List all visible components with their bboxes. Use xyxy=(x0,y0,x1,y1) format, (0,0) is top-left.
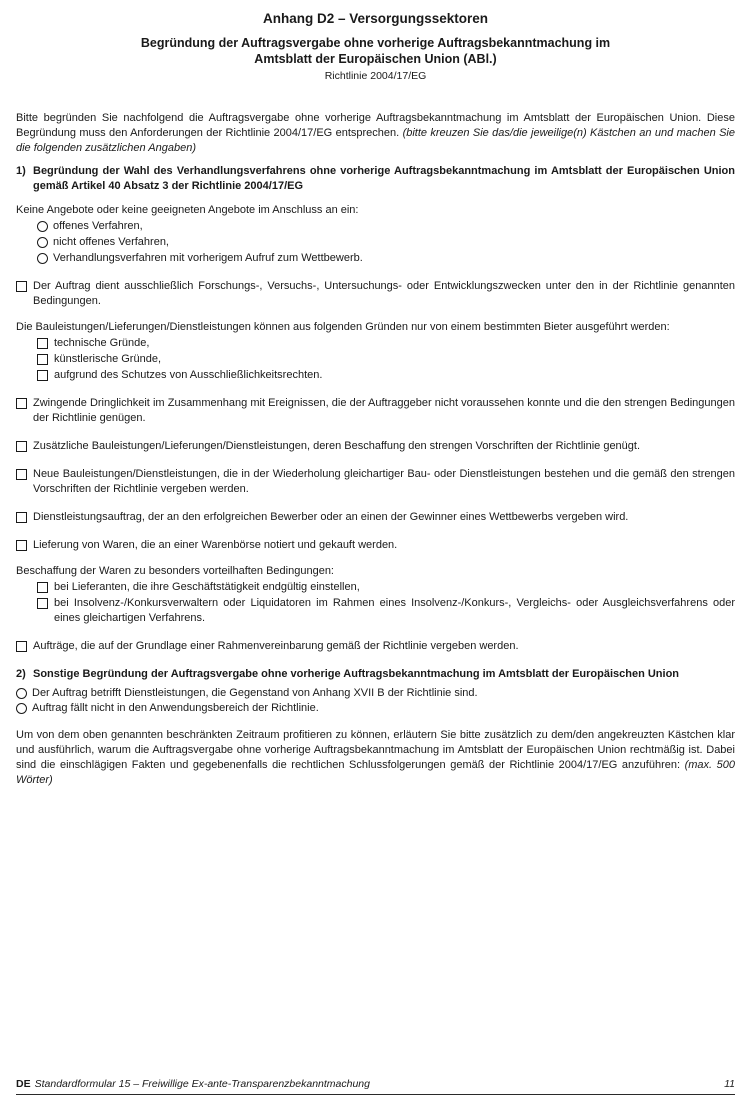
radio-option-open-procedure xyxy=(37,219,735,234)
section-2-heading xyxy=(16,667,735,682)
no-offers-label: Keine Angebote oder keine geeigneten Angebote im Anschluss an ein: xyxy=(16,204,359,216)
radio-option-label: nicht offenes Verfahren, xyxy=(53,236,169,248)
directive-reference: Richtlinie 2004/17/EG xyxy=(324,70,427,82)
checkbox-unchecked-icon[interactable] xyxy=(37,338,48,349)
checkbox-option-label: Lieferung von Waren, die an einer Warenbörse notiert und gekauft werden. xyxy=(33,539,398,551)
checkbox-unchecked-icon[interactable] xyxy=(16,281,27,292)
section-2 xyxy=(16,667,735,716)
checkbox-option-repetition-works xyxy=(16,467,735,497)
closing-text: Um von dem oben genannten beschränkten Zeitraum profitieren zu können, erläutern Sie bitte zusätzlich zu dem/den angekreuzten Kästchen klar und ausführlich, warum die Auftragsvergabe ohne vorherige Auftragsbekanntmachung im Amtsblatt der Europäischen Union rechtmäßig ist. Dabei sind die einschlägigen Fakten und gegebenenfalls die rechtlichen Schlussfolgerungen gemäß der Richtlinie 2004/17/EG anzuführen: xyxy=(16,729,735,771)
no-offers-options xyxy=(37,219,735,266)
checkbox-option-additional-works xyxy=(16,439,735,454)
checkbox-option-supplier-winding-up xyxy=(37,580,735,595)
checkbox-option-label: künstlerische Gründe, xyxy=(54,353,161,365)
checkbox-option-label: Dienstleistungsauftrag, der an den erfolgreichen Bewerber oder an einen der Gewinner eines Wettbewerbs vergeben wird. xyxy=(33,511,629,523)
intro-instruction-note: (bitte kreuzen Sie das/die jeweilige(n) Kästchen an und machen Sie die folgenden zusätzlichen Angaben) xyxy=(16,127,735,154)
checkbox-option-label: bei Insolvenz-/Konkursverwaltern oder Liquidatoren im Rahmen eines Insolvenz-/Konkurs-, Vergleichs- oder Ausgleichsverfahrens oder eines gleichartigen Verfahrens. xyxy=(54,597,735,624)
checkbox-unchecked-icon[interactable] xyxy=(16,469,27,480)
form-name: Standardformular 15 – Freiwillige Ex-ante-Transparenzbekanntmachung xyxy=(34,1078,370,1090)
checkbox-option-contest-winner xyxy=(16,510,735,525)
closing-paragraph xyxy=(16,728,735,788)
radio-option-label: Auftrag fällt nicht in den Anwendungsbereich der Richtlinie. xyxy=(32,702,319,714)
checkbox-option-label: Zwingende Dringlichkeit im Zusammenhang mit Ereignissen, die der Auftraggeber nicht voraussehen konnte und die den strengen Bedingungen der Richtlinie genügen. xyxy=(33,397,735,424)
subtitle-line-2: Amtsblatt der Europäischen Union (ABl.) xyxy=(254,52,497,66)
intro-paragraph xyxy=(16,111,735,156)
page-title: Anhang D2 – Versorgungssektoren xyxy=(262,11,489,26)
radio-option-outside-directive-scope xyxy=(16,701,735,716)
checkbox-option-label: bei Lieferanten, die ihre Geschäftstätigkeit endgültig einstellen, xyxy=(54,581,360,593)
radio-unchecked-icon[interactable] xyxy=(37,253,48,264)
checkbox-option-extreme-urgency xyxy=(16,396,735,426)
radio-unchecked-icon[interactable] xyxy=(37,237,48,248)
radio-unchecked-icon[interactable] xyxy=(16,703,27,714)
radio-unchecked-icon[interactable] xyxy=(37,221,48,232)
checkbox-option-exclusive-rights xyxy=(37,368,735,383)
checkbox-option-label: Aufträge, die auf der Grundlage einer Rahmenvereinbarung gemäß der Richtlinie vergeben werden. xyxy=(33,640,519,652)
checkbox-option-insolvency-liquidator xyxy=(37,596,735,626)
checkbox-unchecked-icon[interactable] xyxy=(16,512,27,523)
checkbox-unchecked-icon[interactable] xyxy=(16,398,27,409)
bargain-purchase-options xyxy=(37,580,735,626)
checkbox-option-label: Zusätzliche Bauleistungen/Lieferungen/Dienstleistungen, deren Beschaffung den strengen Vorschriften der Richtlinie genügt. xyxy=(33,440,641,452)
checkbox-option-label: technische Gründe, xyxy=(54,337,150,349)
page-subtitle xyxy=(16,35,735,67)
document-header xyxy=(16,10,735,83)
checkbox-unchecked-icon[interactable] xyxy=(16,540,27,551)
checkbox-option-artistic-reasons xyxy=(37,352,735,367)
page-number: 11 xyxy=(724,1078,735,1090)
section-2-number: 2) xyxy=(16,668,26,680)
checkbox-unchecked-icon[interactable] xyxy=(37,354,48,365)
subtitle-line-1: Begründung der Auftragsvergabe ohne vorherige Auftragsbekanntmachung im xyxy=(140,36,611,50)
checkbox-unchecked-icon[interactable] xyxy=(16,641,27,652)
radio-option-label: Verhandlungsverfahren mit vorherigem Aufruf zum Wettbewerb. xyxy=(53,252,363,264)
single-bidder-group xyxy=(16,320,735,383)
radio-option-annex-xviib-services xyxy=(16,686,735,701)
checkbox-unchecked-icon[interactable] xyxy=(37,370,48,381)
word-limit-note: (max. 500 Wörter) xyxy=(16,759,736,786)
section-1-number: 1) xyxy=(16,165,26,177)
section-1-heading-text: Begründung der Wahl des Verhandlungsverfahrens ohne vorherige Auftragsbekanntmachung im Amtsblatt der Europäischen Union gemäß Artikel 40 Absatz 3 der Richtlinie 2004/17/EG xyxy=(33,165,735,192)
single-bidder-options xyxy=(37,336,735,383)
bargain-purchase-label: Beschaffung der Waren zu besonders vorteilhaften Bedingungen: xyxy=(16,565,334,577)
page-footer xyxy=(16,1078,735,1095)
checkbox-option-commodity-market xyxy=(16,538,735,553)
checkbox-option-label: Der Auftrag dient ausschließlich Forschungs-, Versuchs-, Untersuchungs- oder Entwicklungszwecken unter den in der Richtlinie genannten Bedingungen. xyxy=(33,280,735,307)
language-code: DE xyxy=(16,1078,31,1090)
intro-text: Bitte begründen Sie nachfolgend die Auftragsvergabe ohne vorherige Auftragsbekanntmachung im Amtsblatt der Europäischen Union. Diese Begründung muss den Anforderungen der Richtlinie 2004/17/EG entsprechen. xyxy=(16,112,735,139)
single-bidder-label: Die Bauleistungen/Lieferungen/Dienstleistungen können aus folgenden Gründen nur von einem bestimmten Bieter ausgeführt werden: xyxy=(16,321,670,333)
checkbox-option-label: Neue Bauleistungen/Dienstleistungen, die in der Wiederholung gleichartiger Bau- oder Dienstleistungen bestehen und die gemäß den strengen Vorschriften der Richtlinie vergeben werden. xyxy=(33,468,735,495)
radio-option-negotiated-procedure xyxy=(37,251,735,266)
checkbox-unchecked-icon[interactable] xyxy=(37,582,48,593)
checkbox-option-research-development xyxy=(16,279,735,309)
footer-form-identifier xyxy=(16,1078,370,1091)
radio-unchecked-icon[interactable] xyxy=(16,688,27,699)
section-1 xyxy=(16,164,735,654)
checkbox-unchecked-icon[interactable] xyxy=(16,441,27,452)
radio-option-label: offenes Verfahren, xyxy=(53,220,143,232)
checkbox-option-technical-reasons xyxy=(37,336,735,351)
checkbox-option-label: aufgrund des Schutzes von Ausschließlichkeitsrechten. xyxy=(54,369,323,381)
checkbox-unchecked-icon[interactable] xyxy=(37,598,48,609)
section-1-heading xyxy=(16,164,735,194)
radio-option-restricted-procedure xyxy=(37,235,735,250)
bargain-purchase-group xyxy=(16,564,735,626)
checkbox-option-framework-agreement xyxy=(16,639,735,654)
section-2-heading-text: Sonstige Begründung der Auftragsvergabe ohne vorherige Auftragsbekanntmachung im Amtsblatt der Europäischen Union xyxy=(33,668,680,680)
radio-option-label: Der Auftrag betrifft Dienstleistungen, die Gegenstand von Anhang XVII B der Richtlinie sind. xyxy=(32,687,478,699)
